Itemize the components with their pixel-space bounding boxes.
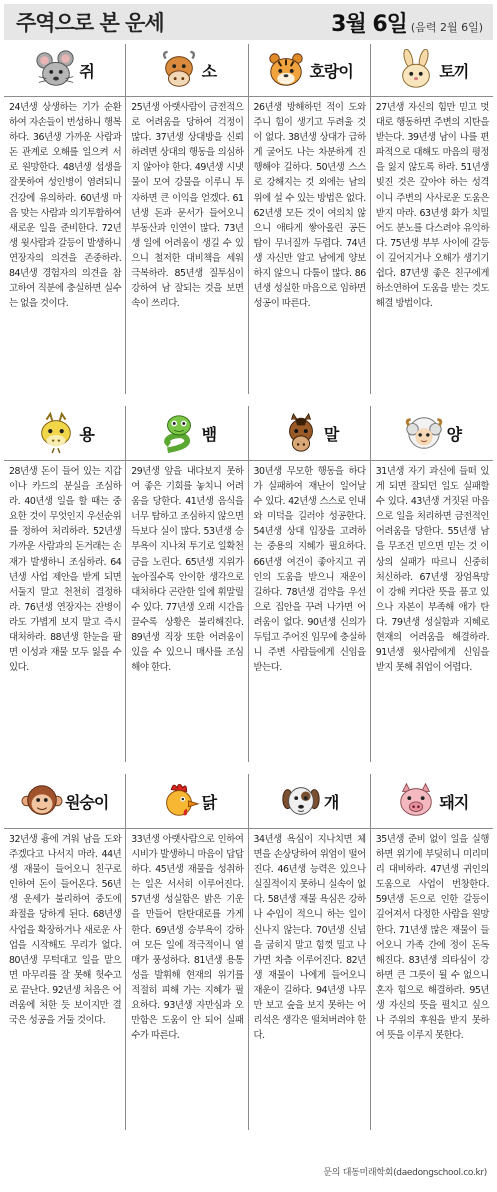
sign-name: 호랑이 xyxy=(309,61,353,81)
ox-icon xyxy=(158,49,200,91)
sign-header xyxy=(4,406,125,460)
fortune-text: 34년생 욕심이 지나치면 체면을 손상당하여 위엄이 떨어진다. 46년생 능력은 있으나 실질적이지 못하니 실속이 없다. 58년생 재물 욕심은 강하나 수입이 적으니 하는 일이 신나지 않는다. 70년생 신념을 굽히지 말고 힘껏 밀고 나가면 차츰 이루어진다. 82년생 재물이 나에게 들어오니 재운이 길하다. 94년생 나무만 보고 숲을 보지 못하는 어리석은 생각은 떨쳐버려야 한다. xyxy=(249,828,370,1130)
sign-name: 닭 xyxy=(201,792,217,812)
sign-cell-rooster xyxy=(126,774,248,1130)
sheep-icon xyxy=(403,412,445,454)
fortune-text: 26년생 방해하던 적이 도와주니 힘이 생기고 두려울 것이 없다. 38년생 상대가 급하게 굴어도 나는 차분하게 진행해야 길하다. 50년생 스스로 강해지는 것 외에는 남의 위에 설 수 있는 방법은 없다. 62년생 모든 것이 여의치 않으니 애타게 쌓아올린 공든 탑이 무너질까 두렵다. 74년생 자신만 알고 남에게 양보하지 않으니 다툼이 많다. 86년생 성실한 마음으로 임하면 성공이 따른다. xyxy=(249,96,370,394)
sign-header xyxy=(249,774,370,828)
page-title: 주역으로 본 운세 xyxy=(16,11,164,35)
sign-header xyxy=(126,774,247,828)
sign-name: 개 xyxy=(323,792,339,812)
sign-name: 뱀 xyxy=(201,424,217,444)
fortune-text: 25년생 아랫사람이 금전적으로 어려움을 당하여 걱정이 많다. 37년생 상대방을 신뢰하려면 상대의 행동을 의심하지 않아야 한다. 49년생 시냇물이 모여 강물을 이루니 투자하면 큰 이익을 얻겠다. 61년생 돈과 문서가 들어오니 부동산과 인연이 많다. 73년생 일에 어려움이 생길 수 있으니 철저한 대비책을 세워 극복하라. 85년생 질투심이 강하여 남 잘되는 것을 보면 속이 쓰리다. xyxy=(126,96,247,394)
dragon-icon xyxy=(35,412,77,454)
sign-header xyxy=(126,406,247,460)
sign-header xyxy=(126,44,247,96)
row-divider xyxy=(4,762,493,774)
fortune-text: 27년생 자신의 힘만 믿고 멋대로 행동하면 주변의 지탄을 받는다. 39년생 남이 나를 편파적으로 대해도 마음의 평정을 잃지 않도록 하라. 51년생 빚진 것은 갚아야 하는 성격이니 주변의 사사로운 도움은 받지 마라. 63년생 화가 치밀어도 분노를 다스려야 유익하다. 75년생 부부 사이에 갈등이 깊어지거나 오해가 생기기 쉽다. 87년생 좋은 친구에게 하소연하여 도움을 받는 것도 해결 방법이다. xyxy=(371,96,493,394)
source-credit: 문의 대동미래학회(daedongschool.co.kr) xyxy=(323,1168,487,1178)
sign-header xyxy=(249,406,370,460)
solar-date: 3월 6일 xyxy=(331,11,407,37)
sign-header xyxy=(371,406,493,460)
sign-cell-rabbit xyxy=(371,44,493,394)
sign-header xyxy=(4,44,125,96)
sign-cell-dog xyxy=(249,774,371,1130)
fortune-text: 31년생 자기 과신에 들떠 있게 되면 잘되던 일도 실패할 수 있다. 43년생 거짓된 마음으로 일을 처리하면 금전적인 어려움을 당한다. 55년생 남을 무조건 믿으면 믿는 것 이상의 실패가 따르니 신중히 처신하라. 67년생 장엄욕망이 강해 커다란 뜻을 품고 있으나 자본이 부족해 애가 탄다. 79년생 성실함과 지혜로 현재의 어려움을 해결하라. 91년생 윗사람에게 신임을 받지 못해 취업이 어렵다. xyxy=(371,460,493,762)
rabbit-icon xyxy=(395,49,437,91)
sign-name: 원숭이 xyxy=(64,792,109,812)
sign-name: 양 xyxy=(446,424,462,444)
pig-icon xyxy=(395,780,437,822)
fortune-text: 29년생 앞을 내다보지 못하여 좋은 기회를 놓치니 어려움을 당한다. 41년생 음식을 너무 탐하고 조심하지 않으면 득보다 실이 많다. 53년생 승부욕이 지나쳐 투기로 일확천금을 노린다. 65년생 지위가 높아질수록 안이한 생각으로 대처하다 곤란한 일에 휘말릴 수 있다. 77년생 오래 시간을 끌수록 상황은 불리해진다. 89년생 직장 또한 어려움이 있을 수 있으니 매사를 조심해야 한다. xyxy=(126,460,247,762)
sign-name: 용 xyxy=(79,424,94,444)
fortune-text: 32년생 흉에 겨워 남을 도와주겠다고 나서지 마라. 44년생 재물이 들어오니 친구로 인하여 돈이 들어온다. 56년생 운세가 불리하여 중도에 좌절을 당하게 된다. 68년생 사업을 확장하거나 새로운 사업을 시작해도 무리가 없다. 80년생 무턱대고 일을 맡으면 마무리를 잘 못해 헛수고로 끝난다. 92년생 처음은 어려움에 처한 듯 보이지만 결국은 성공을 거둘 것이다. xyxy=(4,828,125,1130)
dog-icon xyxy=(280,780,322,822)
sign-cell-horse xyxy=(249,406,371,762)
sign-cell-sheep xyxy=(371,406,493,762)
row-divider xyxy=(4,394,493,406)
horoscope-grid xyxy=(4,44,493,1130)
date-group xyxy=(331,7,483,38)
sign-header xyxy=(371,44,493,96)
sign-name: 쥐 xyxy=(79,61,94,81)
lunar-date: (음력 2월 6일) xyxy=(410,20,483,34)
tiger-icon xyxy=(265,49,307,91)
header-bar xyxy=(4,4,493,40)
sign-cell-tiger xyxy=(249,44,371,394)
sign-cell-dragon xyxy=(4,406,126,762)
sign-cell-rat xyxy=(4,44,126,394)
fortune-text: 24년생 상생하는 기가 순환하여 자손들이 번성하니 행복하다. 36년생 가까운 사람과 돈 관계로 오해를 일으켜 서로 원망한다. 48년생 섭생을 잘못하여 성인병이 염려되니 건강에 유의하라. 60년생 마음 맞는 사람과 의기투합하여 새로운 일을 준비한다. 72년생 윗사람과 갈등이 발생하니 연장자의 의견을 존중하라. 84년생 경험자의 의견을 참고하여 직분에 충실하면 실수는 없을 것이다. xyxy=(4,96,125,394)
sign-cell-ox xyxy=(126,44,248,394)
monkey-icon xyxy=(21,780,63,822)
sign-header xyxy=(4,774,125,828)
fortune-text: 30년생 무모한 행동을 하다가 실패하여 재난이 일어날 수 있다. 42년생 스스로 인내와 미덕을 길러야 성공한다. 54년생 상대 입장을 고려하는 중용의 지혜가 필요하다. 66년생 여건이 좋아지고 귀인의 도움을 받으니 재운이 길하다. 78년생 검약을 우선으로 집안을 꾸려 나가면 어려움이 없다. 90년생 신의가 두텁고 주어진 임무에 충실하니 주변 사람들에게 신임을 받는다. xyxy=(249,460,370,762)
rat-icon xyxy=(35,49,77,91)
sign-header xyxy=(371,774,493,828)
fortune-text: 28년생 돈이 들어 있는 지갑이나 카드의 분실을 조심하라. 40년생 일을 할 때는 중요한 것이 무엇인지 우선순위를 정하여 처리하라. 52년생 가까운 사람과의 돈거래는 손재가 발생하니 조심하라. 64년생 사업 제안을 받게 되면 서둘지 말고 천천히 결정하라. 76년생 연장자는 잔병이라도 가볍게 보지 말고 즉시 대처하라. 88년생 한눈을 팔면 이성과 재물 모두 잃을 수 있다. xyxy=(4,460,125,762)
sign-cell-snake xyxy=(126,406,248,762)
sign-name: 소 xyxy=(201,61,217,81)
fortune-text: 35년생 준비 없이 일을 실행하면 위기에 부딪히니 미리미리 대비하라. 47년생 귀인의 도움으로 사업이 번창한다. 59년생 돈으로 인한 갈등이 깊어져서 다정한 사람을 원망한다. 71년생 많은 재물이 들어오니 가족 간에 정이 돈독해진다. 83년생 의타심이 강하면 큰 그릇이 될 수 없으니 혼자 힘으로 해결하라. 95년생 자신의 뜻을 펼치고 싶으나 주위의 후원을 받지 못하여 뜻을 이루지 못한다. xyxy=(371,828,493,1130)
horse-icon xyxy=(280,412,322,454)
sign-cell-monkey xyxy=(4,774,126,1130)
fortune-text: 33년생 아랫사람으로 인하여 시비가 발생하니 마음이 답답하다. 45년생 재물을 성취하는 일은 서서히 이루어진다. 57년생 성실함은 밝은 기운을 만들어 탄탄대로를 가게 한다. 69년생 승부욕이 강하여 모든 일에 적극적이니 열매가 풍성하다. 81년생 용통성을 발휘해 현재의 위기를 적절히 피해 가는 지혜가 필요하다. 93년생 자만심과 오만함은 도움이 안 되어 실패수가 따른다. xyxy=(126,828,247,1130)
sign-name: 토끼 xyxy=(439,61,469,81)
snake-icon xyxy=(158,412,200,454)
sign-header xyxy=(249,44,370,96)
sign-cell-pig xyxy=(371,774,493,1130)
sign-name: 돼지 xyxy=(439,792,469,812)
rooster-icon xyxy=(158,780,200,822)
sign-name: 말 xyxy=(323,424,339,444)
